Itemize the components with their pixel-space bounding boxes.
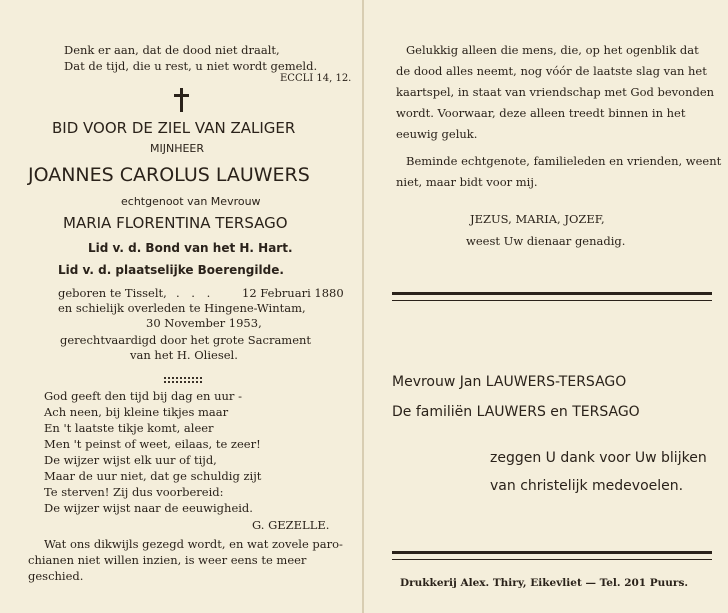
poem-line: De wijzer wijst elk uur of tijd, <box>44 453 217 467</box>
right-page <box>366 0 728 613</box>
birth-text: geboren te Tisselt, <box>58 286 167 300</box>
death-line-2: 30 November 1953, <box>146 316 262 330</box>
poem-line: Ach neen, bij kleine tikjes maar <box>44 405 229 419</box>
poem-author: G. GEZELLE. <box>252 518 330 532</box>
printer-credit: Drukkerij Alex. Thiry, Eikevliet — Tel. 201 Puurs. <box>400 577 689 589</box>
quote-line-1: Denk er aan, dat de dood niet draalt, <box>64 43 280 57</box>
para1-line: eeuwig geluk. <box>396 127 478 141</box>
para1-line: kaartspel, in staat van vriendschap met God bevonden <box>396 85 715 99</box>
spouse-name: MARIA FLORENTINA TERSAGO <box>63 214 288 232</box>
poem-line: De wijzer wijst naar de eeuwigheid. <box>44 501 253 515</box>
closing-line: geschied. <box>28 569 84 583</box>
cross-icon <box>172 88 192 112</box>
quote-line-2: Dat de tijd, die u rest, u niet wordt gemeld. <box>64 59 318 73</box>
para2-line: niet, maar bidt voor mij. <box>396 175 538 189</box>
ornament-divider <box>163 376 203 384</box>
closing-line: chianen niet willen inzien, is weer eens te meer <box>28 553 307 567</box>
membership-2: Lid v. d. plaatselijke Boerengilde. <box>58 263 284 277</box>
double-rule-bottom-b <box>392 559 712 560</box>
spouse-intro: echtgenoot van Mevrouw <box>121 195 261 208</box>
honorific: MIJNHEER <box>150 142 205 155</box>
left-page <box>0 0 362 613</box>
poem-line: En 't laatste tikje komt, aleer <box>44 421 214 435</box>
para1-line: de dood alles neemt, nog vóór de laatste slag van het <box>396 64 707 78</box>
poem-line: God geeft den tijd bij dag en uur - <box>44 389 242 403</box>
membership-1: Lid v. d. Bond van het H. Hart. <box>88 241 293 255</box>
para2-line: Beminde echtgenote, familieleden en vrienden, weent <box>406 154 722 168</box>
double-rule-top-a <box>392 292 712 295</box>
poem-line: Men 't peinst of weet, eilaas, te zeer! <box>44 437 261 451</box>
double-rule-bottom-a <box>392 551 712 554</box>
death-line-1: en schielijk overleden te Hingene-Wintam, <box>58 301 306 315</box>
invocation: JEZUS, MARIA, JOZEF, <box>470 212 605 226</box>
para1-line: Gelukkig alleen die mens, die, op het ogenblik dat <box>406 43 699 57</box>
card-fold <box>362 0 364 613</box>
thanks-line-1: Mevrouw Jan LAUWERS-TERSAGO <box>392 374 627 390</box>
closing-line: Wat ons dikwijls gezegd wordt, en wat zovele paro- <box>44 537 343 551</box>
invocation-line-2: weest Uw dienaar genadig. <box>466 234 626 248</box>
double-rule-top-b <box>392 300 712 301</box>
thanks-line-4: van christelijk medevoelen. <box>490 478 684 494</box>
thanks-line-2: De familiën LAUWERS en TERSAGO <box>392 404 640 420</box>
sacrament-line-2: van het H. Oliesel. <box>130 348 238 362</box>
birth-dots: . . . <box>176 286 215 300</box>
para1-line: wordt. Voorwaar, deze alleen treedt binnen in het <box>396 106 686 120</box>
poem-line: Maar de uur niet, dat ge schuldig zijt <box>44 469 262 483</box>
prayer-heading: BID VOOR DE ZIEL VAN ZALIGER <box>52 119 296 137</box>
quote-reference: ECCLI 14, 12. <box>280 73 352 84</box>
poem-line: Te sterven! Zij dus voorbereid: <box>44 485 224 499</box>
deceased-name: JOANNES CAROLUS LAUWERS <box>28 164 310 186</box>
birth-date: 12 Februari 1880 <box>242 286 344 300</box>
thanks-line-3: zeggen U dank voor Uw blijken <box>490 450 707 466</box>
sacrament-line-1: gerechtvaardigd door het grote Sacrament <box>60 333 312 347</box>
